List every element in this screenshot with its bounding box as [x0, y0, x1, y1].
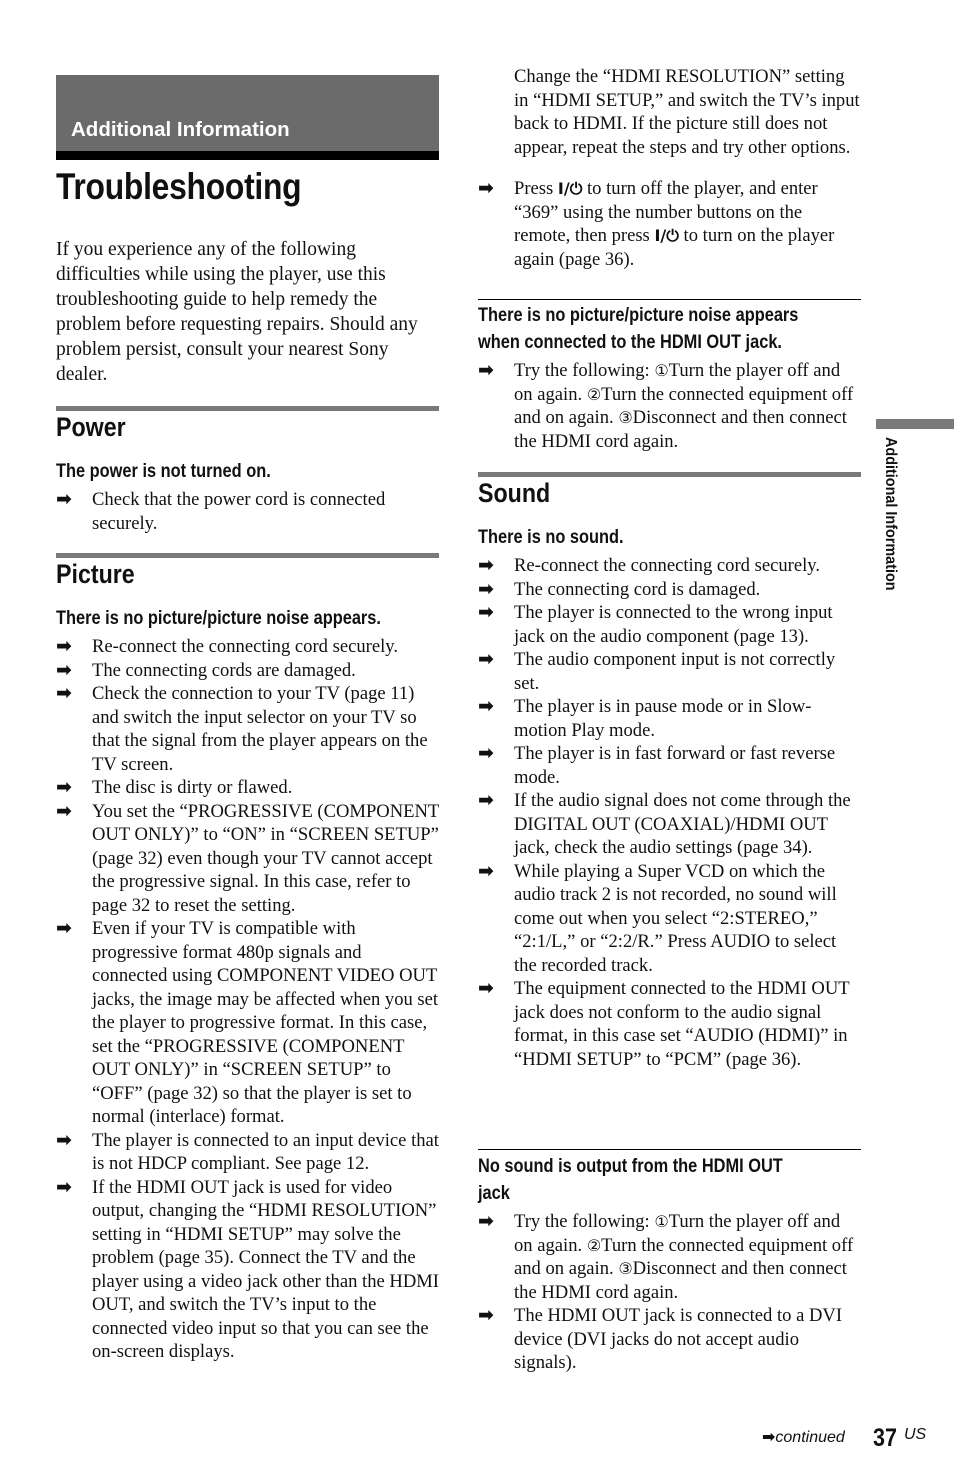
right-arrow-icon: ➡: [56, 635, 72, 657]
intro-paragraph: If you experience any of the following difficulties while using the player, use this troubleshooting guide to help remedy the problem before requesting repairs. Should any problem persist, consult your nearest Sony dealer.: [56, 239, 418, 385]
right-arrow-icon: ➡: [478, 601, 494, 623]
section-rule: [56, 151, 439, 160]
list-item: ➡ The equipment connected to the HDMI OUT jack does not conform to the audio signal format, in this case set “AUDIO (HDMI)” in “HDMI SETUP” to “PCM” (page 36).: [478, 977, 850, 1070]
picture-press-list: [478, 177, 861, 271]
power-rule: [56, 406, 439, 411]
right-arrow-icon: ➡: [56, 682, 72, 704]
right-arrow-icon: ➡: [56, 799, 72, 822]
right-arrow-icon: ➡: [478, 742, 494, 764]
hdmi-sound-list: [478, 1210, 861, 1375]
list-item: ➡ If the audio signal does not come through the DIGITAL OUT (COAXIAL)/HDMI OUT jack, check the audio settings (page 34).: [478, 789, 851, 858]
power-button-icon: I/⏻: [557, 179, 583, 198]
right-arrow-icon: ➡: [478, 1210, 494, 1232]
power-heading: Power: [56, 412, 126, 442]
list-item: ➡ Even if your TV is compatible with progressive format 480p signals and connected using COMPONENT VIDEO OUT jacks, the image may be affected when you set the player to progressive format. In this case, set the “PROGRESSIVE (COMPONENT OUT ONLY)” in “SCREEN SETUP” to “OFF” (page 32) so that the player is set to normal (interlace) format.: [56, 917, 439, 1127]
list-item: ➡ The HDMI OUT jack is connected to a DVI device (DVI jacks do not accept audio signals).: [478, 1304, 843, 1373]
circled-2-icon: ②: [586, 384, 602, 404]
side-tab-bar: [876, 419, 954, 429]
list-item: ➡ Press I/⏻ to turn off the player, and enter “369” using the number buttons on the remote, then press I/⏻ to turn on the player again (page 36).: [478, 177, 835, 270]
circled-3-icon: ③: [618, 1259, 633, 1278]
circled-2-icon: ②: [586, 1235, 602, 1255]
right-arrow-icon: ➡: [478, 977, 494, 999]
right-arrow-icon: ➡: [478, 859, 494, 882]
list-item: ➡ While playing a Super VCD on which the audio track 2 is not recorded, no sound will come out when you select “2:STEREO,” “2:1/L,” or “2:2/R.” Press AUDIO to select the recorded track.: [478, 859, 837, 976]
picture-continued-text: Change the “HDMI RESOLUTION” setting in “HDMI SETUP,” and switch the TV’s input back to HDMI. If the picture still does not appear, repeat the steps and try other options.: [514, 66, 860, 158]
right-arrow-icon: ➡: [478, 577, 494, 600]
section-banner-label: Additional Information: [71, 118, 290, 141]
list-item: ➡ The player is in fast forward or fast reverse mode.: [478, 742, 836, 788]
list-item: ➡ Try the following: ①Turn the player off and on again. ②Turn the connected equipment off and on again. ③Disconnect and then connect the HDMI cord again.: [478, 1210, 854, 1303]
picture-list: [56, 635, 439, 1364]
list-item: ➡ Check that the power cord is connected securely.: [56, 488, 386, 534]
list-item: ➡ Try the following: ①Turn the player off and on again. ②Turn the connected equipment off and on again. ③Disconnect and then connect the HDMI cord again.: [478, 359, 854, 452]
list-item: ➡ Re-connect the connecting cord securely.: [478, 554, 820, 576]
right-arrow-icon: ➡: [478, 359, 494, 381]
right-arrow-icon: ➡: [56, 488, 72, 510]
right-arrow-icon: ➡: [762, 1427, 776, 1446]
picture-heading: Picture: [56, 559, 135, 589]
circled-1-icon: ①: [654, 361, 669, 380]
page-title: Troubleshooting: [56, 166, 302, 207]
right-arrow-icon: ➡: [478, 177, 494, 199]
list-item: ➡ Check the connection to your TV (page 11) and switch the input selector on your TV so that the signal from the player appears on the TV screen.: [56, 682, 428, 775]
circled-1-icon: ①: [654, 1212, 669, 1231]
list-item: ➡ You set the “PROGRESSIVE (COMPONENT OUT ONLY)” to “ON” in “SCREEN SETUP” (page 32) even though your TV cannot accept the progressive signal. In this case, refer to page 32 to reset the setting.: [56, 799, 439, 916]
hdmi-picture-list: [478, 359, 861, 453]
picture-rule: [56, 553, 439, 558]
right-arrow-icon: ➡: [56, 917, 72, 939]
right-arrow-icon: ➡: [478, 554, 494, 576]
picture-subheading: There is no picture/picture noise appears.: [56, 607, 381, 629]
sound-rule: [478, 472, 861, 477]
power-list: [56, 488, 439, 535]
right-arrow-icon: ➡: [56, 1128, 72, 1151]
section-banner: [56, 75, 439, 151]
hdmi-sound-subheading: No sound is output from the HDMI OUT jack: [478, 1155, 783, 1204]
sound-list: [478, 554, 861, 1071]
power-subheading: The power is not turned on.: [56, 460, 271, 482]
list-item: ➡ The audio component input is not correctly set.: [478, 648, 836, 694]
page-number: 37: [873, 1424, 897, 1452]
hdmi-picture-rule: [478, 299, 861, 300]
sound-subheading: There is no sound.: [478, 526, 624, 548]
list-item: ➡ Re-connect the connecting cord securely.: [56, 635, 398, 657]
circled-3-icon: ③: [618, 408, 633, 427]
list-item: ➡ The connecting cord is damaged.: [478, 577, 761, 600]
list-item: ➡ The connecting cords are damaged.: [56, 658, 356, 681]
right-arrow-icon: ➡: [56, 776, 72, 798]
page-suffix: US: [904, 1426, 927, 1443]
list-item: ➡ The player is in pause mode or in Slow-motion Play mode.: [478, 695, 812, 741]
right-arrow-icon: ➡: [478, 695, 494, 717]
sound-heading: Sound: [478, 478, 551, 508]
right-arrow-icon: ➡: [56, 1175, 72, 1198]
list-item: ➡ If the HDMI OUT jack is used for video output, changing the “HDMI RESOLUTION” setting in “HDMI SETUP” may solve the problem (page 35). Connect the TV and the player using a video jack other than the HDMI OUT, and switch the TV’s input to the connected video input so that you can see the on-screen displays.: [56, 1175, 439, 1362]
power-button-icon: I/⏻: [654, 226, 679, 245]
right-arrow-icon: ➡: [478, 1304, 494, 1326]
continued-note: ➡continued: [762, 1427, 845, 1446]
hdmi-picture-subheading: There is no picture/picture noise appears when connected to the HDMI OUT jack.: [478, 304, 799, 353]
hdmi-sound-rule: [478, 1149, 861, 1150]
right-arrow-icon: ➡: [478, 648, 494, 670]
list-item: ➡ The player is connected to an input device that is not HDCP compliant. See page 12.: [56, 1128, 439, 1174]
right-arrow-icon: ➡: [478, 789, 494, 811]
list-item: ➡ The player is connected to the wrong input jack on the audio component (page 13).: [478, 601, 833, 647]
side-tab-label: Additional Information: [882, 437, 899, 591]
right-arrow-icon: ➡: [56, 658, 72, 681]
list-item: ➡ The disc is dirty or flawed.: [56, 776, 293, 798]
